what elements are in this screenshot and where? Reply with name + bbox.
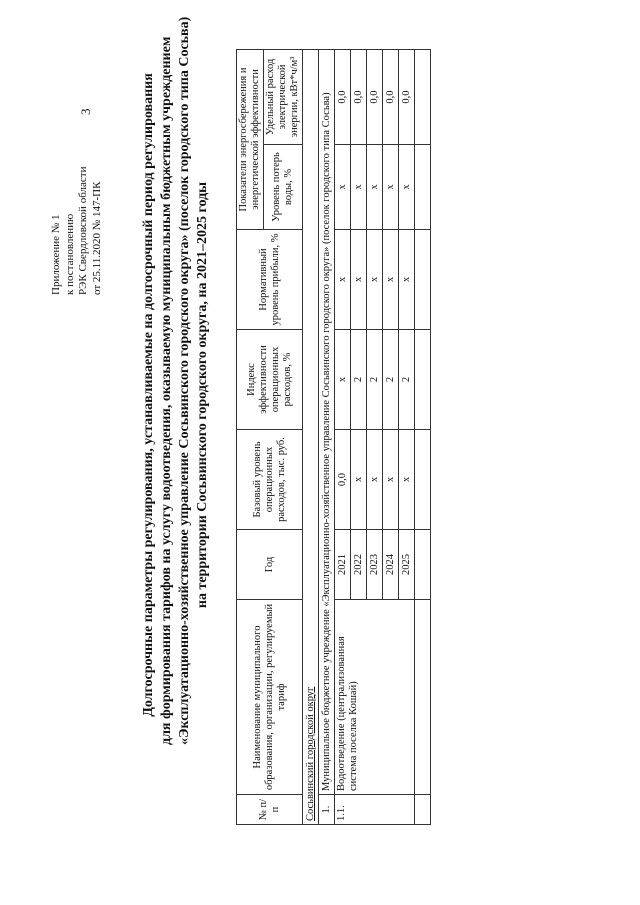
empty-cell [415, 230, 431, 330]
cell-loss: х [351, 145, 367, 230]
cell-loss: х [399, 145, 415, 230]
title-line: Долгосрочные параметры регулирования, устанавливаемые на долгосрочный период регулирования [141, 73, 156, 717]
title-line: «Эксплуатационно-хозяйственное управление Сосьвинского городского округа» (поселок городского типа Сосьва) [177, 16, 192, 745]
cell-base: х [399, 430, 415, 530]
appendix-reference [50, 35, 104, 295]
cell-loss: х [367, 145, 383, 230]
appendix-line: Приложение № 1 [50, 214, 62, 295]
title-line: для формирования тарифов на услугу водоотведения, оказываемую муниципальным бюджетным учреждением [159, 36, 174, 745]
header-base-level: Базовый уровень операционных расходов, тыс. руб. [237, 430, 303, 530]
cell-loss: х [335, 145, 351, 230]
empty-cell [415, 530, 431, 600]
header-water-loss: Уровень потерь воды, % [264, 145, 303, 230]
appendix-line: РЭК Свердловской области [77, 166, 89, 295]
empty-cell [415, 600, 431, 795]
appendix-line: к постановлению [63, 213, 76, 295]
empty-cell [415, 49, 431, 144]
header-energy-group: Показатели энергосбережения и энергетической эффективности [237, 49, 264, 229]
document-title [140, 16, 212, 745]
empty-cell [415, 330, 431, 430]
cell-index: х [335, 330, 351, 430]
cell-index: 2 [351, 330, 367, 430]
page-number: 3 [78, 108, 93, 115]
header-row [237, 49, 264, 824]
header-efficiency-index: Индекс эффективности операционных расходов, % [237, 330, 303, 430]
service-name: Водоотведение (централизованная система поселка Кошай) [335, 600, 415, 795]
header-energy-consumption: Удельный расход электрической энергии, кВт*ч/м³ [264, 49, 303, 144]
cell-base: х [367, 430, 383, 530]
cell-profit: х [351, 230, 367, 330]
cell-energy: 0,0 [383, 49, 399, 144]
cell-profit: х [399, 230, 415, 330]
cell-profit: х [335, 230, 351, 330]
cell-year: 2022 [351, 530, 367, 600]
cell-index: 2 [399, 330, 415, 430]
organization-row [319, 49, 335, 824]
cell-year: 2025 [399, 530, 415, 600]
title-line: на территории Сосьвинского городского округа, на 2021–2025 годы [195, 181, 210, 609]
municipality-name: Сосьвинский городской округ [303, 49, 319, 824]
header-num: № п/п [237, 795, 303, 825]
cell-energy: 0,0 [335, 49, 351, 144]
org-name: Муниципальное бюджетное учреждение «Эксплуатационно-хозяйственное управление Сосьвинского городского округа» (поселок городского типа Сосьва) [319, 49, 335, 794]
appendix-line: от 25.11.2020 № 147-ПК [90, 181, 103, 295]
cell-index: 2 [383, 330, 399, 430]
header-year: Год [237, 530, 303, 600]
cell-energy: 0,0 [351, 49, 367, 144]
cell-year: 2023 [367, 530, 383, 600]
cell-energy: 0,0 [399, 49, 415, 144]
cell-profit: х [367, 230, 383, 330]
municipality-row [303, 49, 319, 824]
empty-cell [415, 145, 431, 230]
cell-base: х [351, 430, 367, 530]
cell-base: х [383, 430, 399, 530]
cell-profit: х [383, 230, 399, 330]
empty-cell [415, 795, 431, 825]
table-row [335, 49, 351, 824]
cell-energy: 0,0 [367, 49, 383, 144]
cell-loss: х [383, 145, 399, 230]
parameters-table [236, 49, 431, 825]
empty-cell [415, 430, 431, 530]
cell-year: 2024 [383, 530, 399, 600]
cell-year: 2021 [335, 530, 351, 600]
cell-index: 2 [367, 330, 383, 430]
cell-base: 0,0 [335, 430, 351, 530]
table-row-empty [415, 49, 431, 824]
header-name: Наименование муниципального образования, организации, регулируемый тариф [237, 600, 303, 795]
org-number: 1. [319, 795, 335, 825]
service-number: 1.1. [335, 795, 415, 825]
header-profit-level: Нормативный уровень прибыли, % [237, 230, 303, 330]
